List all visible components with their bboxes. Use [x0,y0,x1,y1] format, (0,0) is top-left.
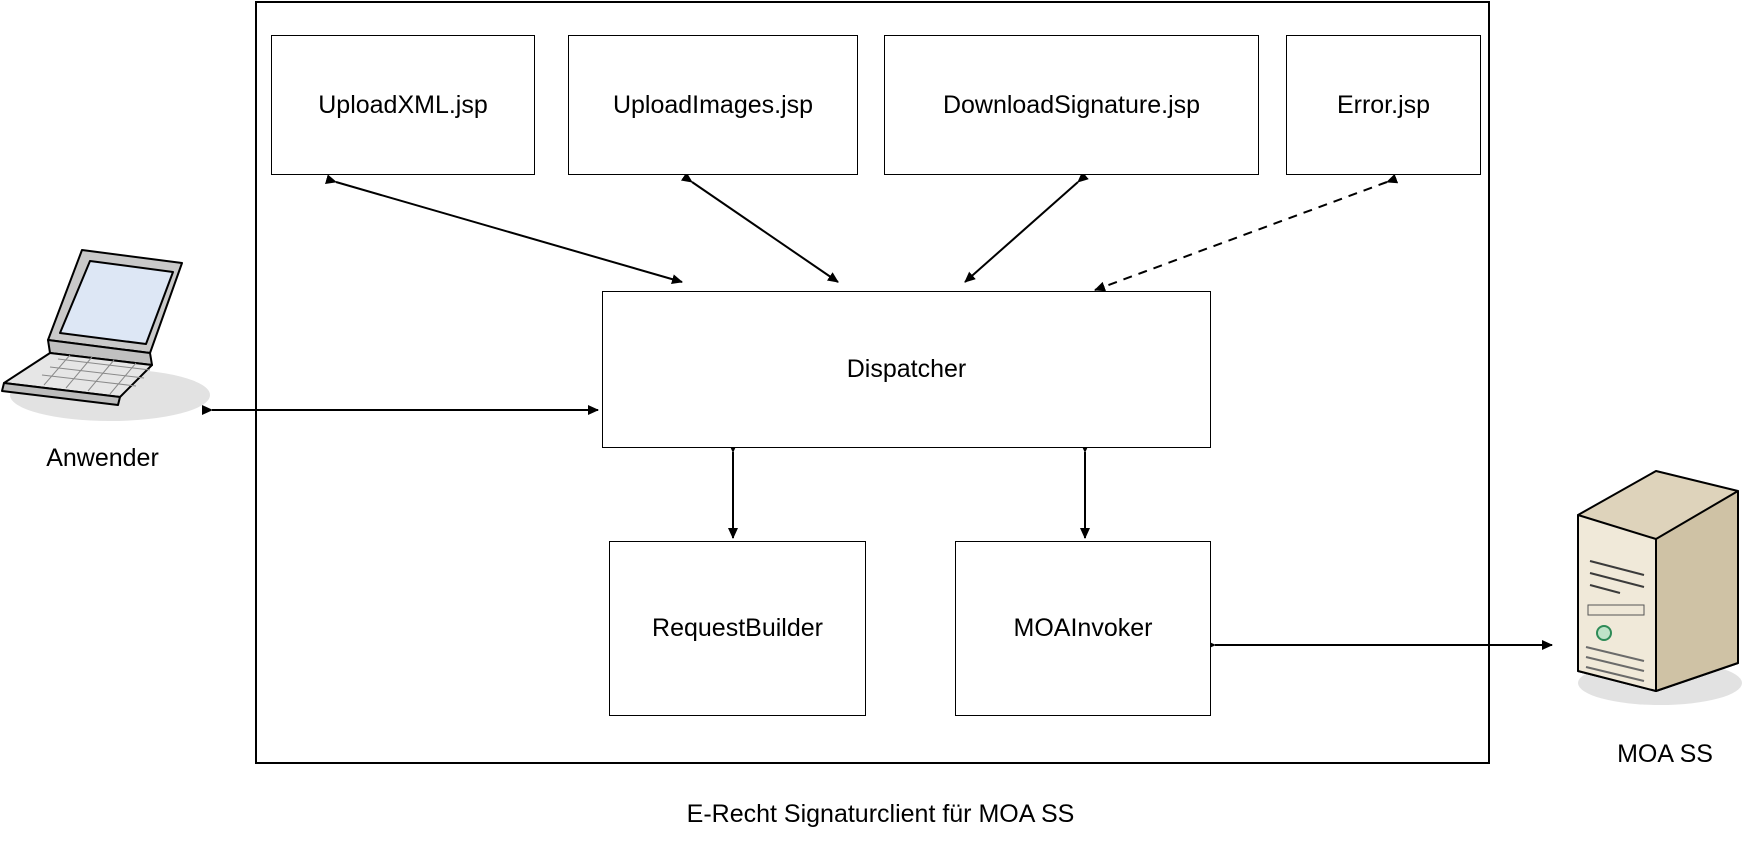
node-requestbuilder[interactable] [609,541,866,716]
node-label: UploadImages.jsp [612,90,814,119]
node-label: DownloadSignature.jsp [942,90,1201,119]
node-downloadsignature-jsp[interactable] [884,35,1259,175]
node-moainvoker[interactable] [955,541,1211,716]
node-error-jsp[interactable] [1286,35,1481,175]
node-label: UploadXML.jsp [318,90,488,119]
node-label: Dispatcher [846,355,967,384]
node-uploadxml-jsp[interactable] [271,35,535,175]
node-uploadimages-jsp[interactable] [568,35,858,175]
actor-label-anwender: Anwender [46,444,159,472]
node-label: RequestBuilder [652,614,823,643]
diagram-caption: E-Recht Signaturclient für MOA SS [686,800,1075,828]
node-dispatcher[interactable] [602,291,1211,448]
actor-label-moass: MOA SS [1617,740,1713,768]
node-label: Error.jsp [1336,90,1431,119]
laptop-icon [0,245,215,435]
server-icon [1560,465,1760,725]
node-label: MOAInvoker [1013,614,1153,643]
